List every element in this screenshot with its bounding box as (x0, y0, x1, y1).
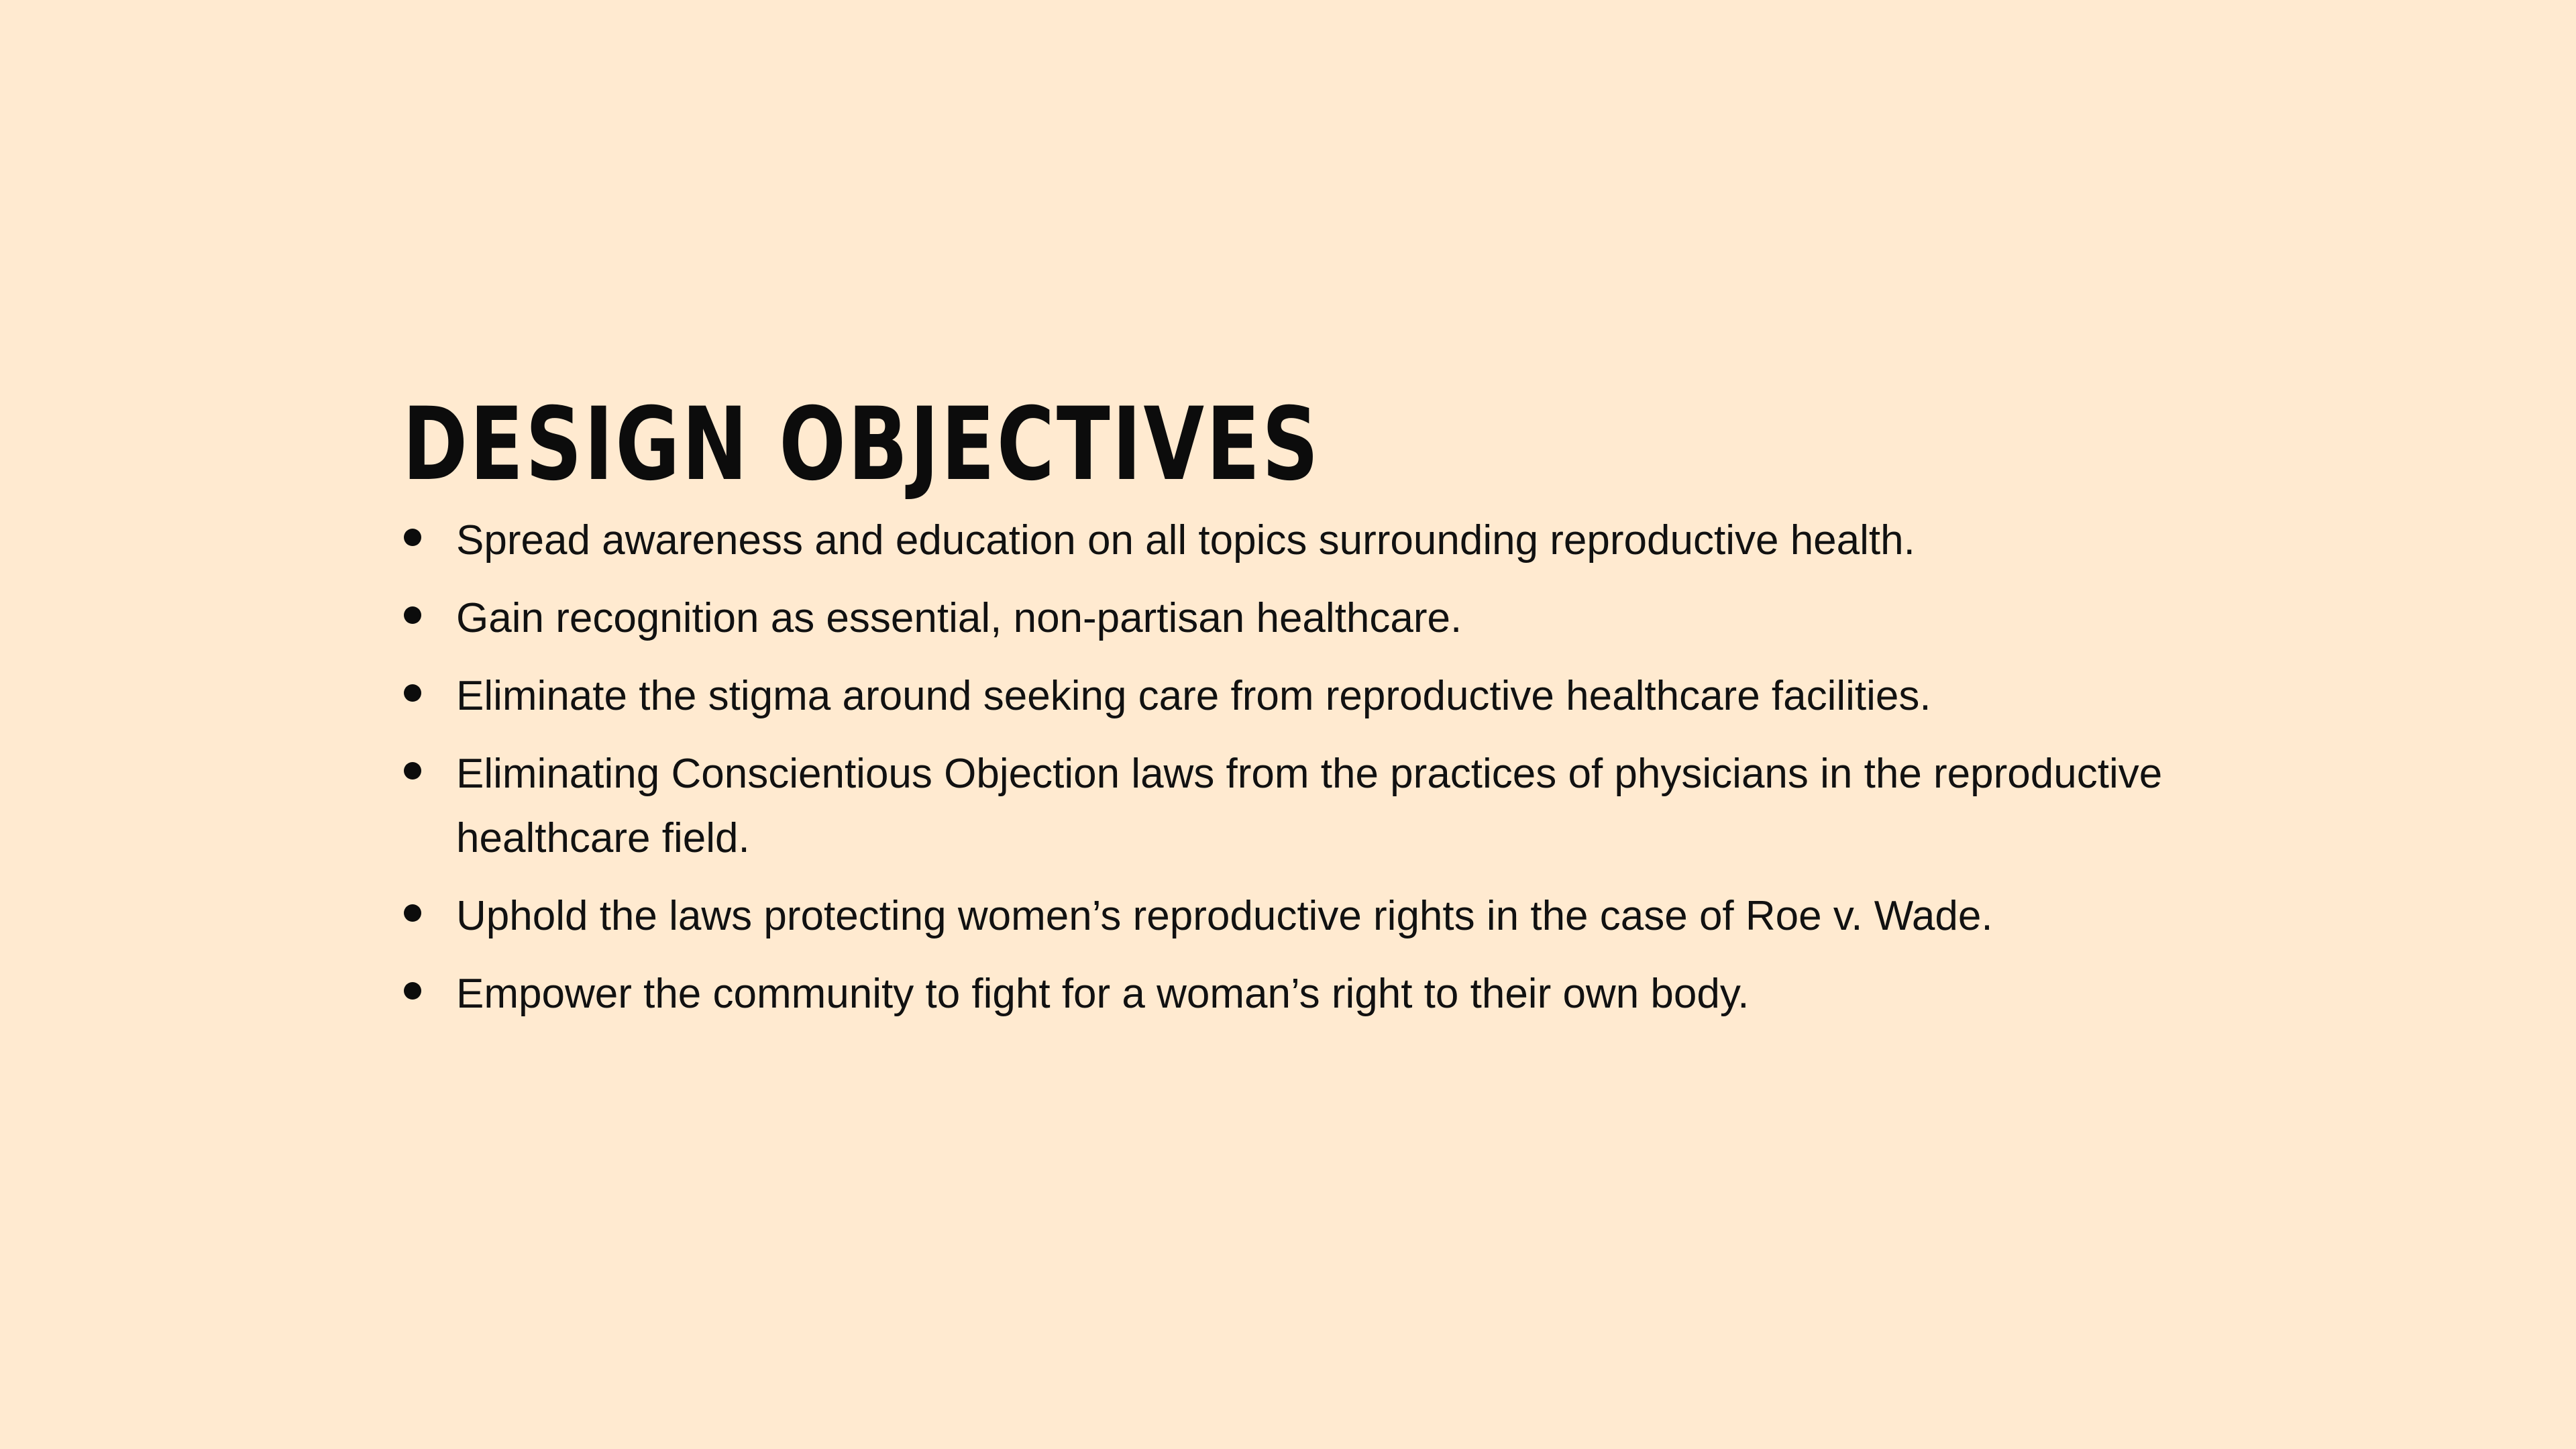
bullet-dot-icon (404, 529, 421, 546)
bullet-text: Eliminating Conscientious Objection laws from the practices of physicians in the reproductive healthcare field. (456, 751, 2163, 861)
bullet-dot-icon (404, 684, 421, 702)
slide-title: DESIGN OBJECTIVES (402, 386, 1321, 503)
list-item (402, 962, 2254, 1026)
list-item (402, 508, 2254, 573)
bullet-dot-icon (404, 904, 421, 922)
list-item (402, 884, 2254, 949)
bullet-text: Empower the community to fight for a woman’s right to their own body. (456, 971, 1750, 1017)
slide-content (402, 388, 2254, 1040)
bullet-dot-icon (404, 606, 421, 624)
bullet-dot-icon (404, 762, 421, 780)
list-item (402, 664, 2254, 729)
list-item (402, 742, 2254, 871)
bullet-text: Eliminate the stigma around seeking care from reproductive healthcare facilities. (456, 673, 1931, 719)
list-item (402, 586, 2254, 651)
bullet-text: Spread awareness and education on all topics surrounding reproductive health. (456, 517, 1915, 564)
bullet-text: Gain recognition as essential, non-partisan healthcare. (456, 595, 1462, 641)
bullet-text: Uphold the laws protecting women’s reproductive rights in the case of Roe v. Wade. (456, 893, 1993, 939)
bullet-dot-icon (404, 982, 421, 1000)
objectives-list (402, 508, 2254, 1026)
